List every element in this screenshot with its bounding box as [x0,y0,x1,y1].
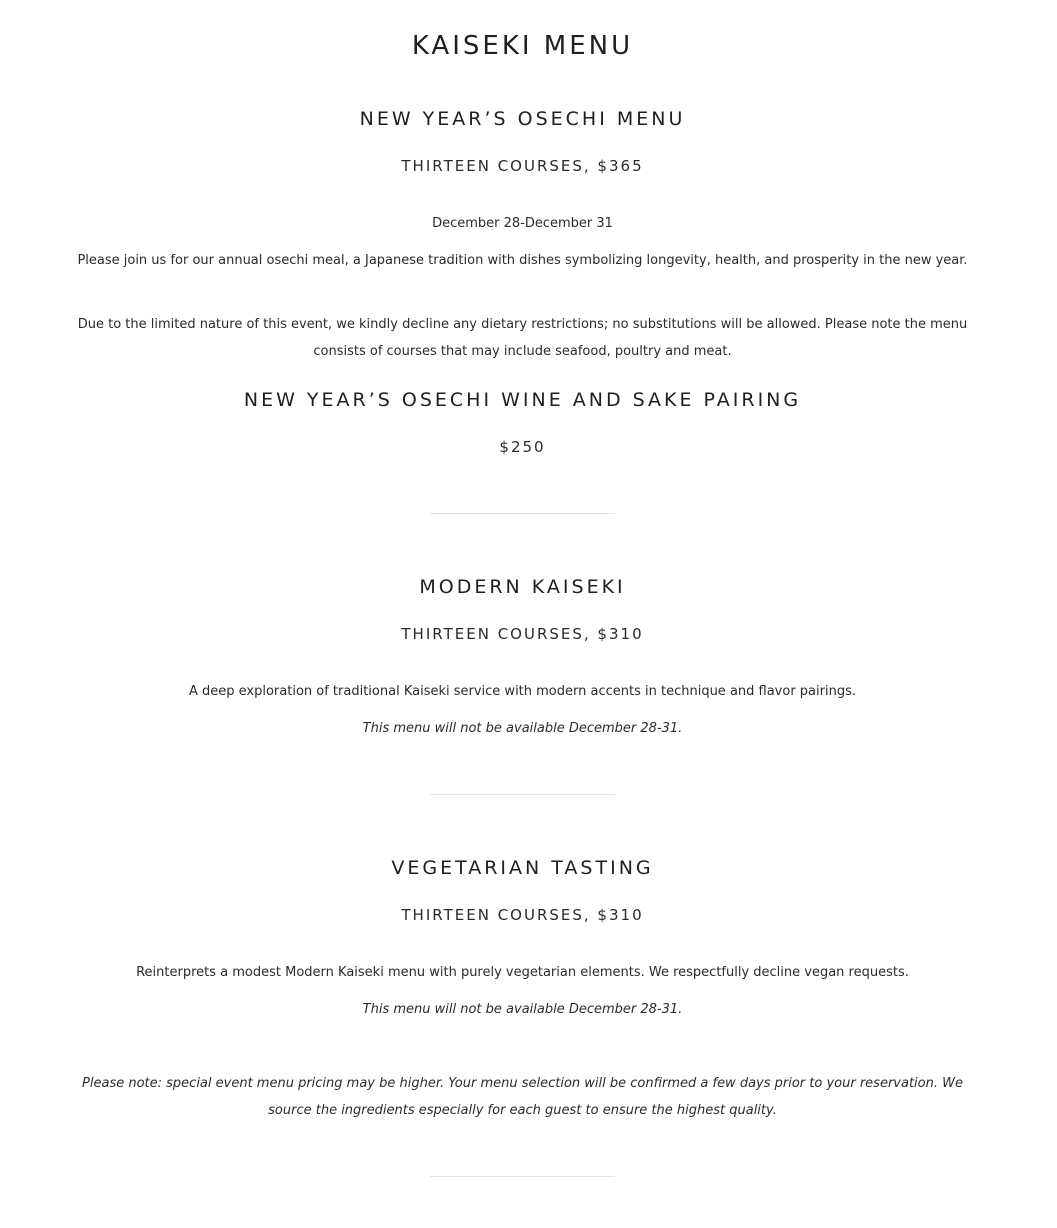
section-divider [430,794,615,795]
osechi-description: Please join us for our annual osechi meal, a Japanese tradition with dishes symbolizing longevity, health, and prosperity in the new year. [77,253,968,268]
modern-price: THIRTEEN COURSES, $310 [401,625,644,643]
modern-availability: This menu will not be available December 28-31. [362,721,683,736]
section-divider [430,1176,615,1177]
osechi-dates: December 28-December 31 [432,216,613,231]
osechi-title: NEW YEAR’S OSECHI MENU [359,108,686,130]
vegetarian-title: VEGETARIAN TASTING [391,857,654,879]
vegetarian-description: Reinterprets a modest Modern Kaiseki menu with purely vegetarian elements. We respectfully decline vegan requests. [136,965,909,980]
page-title: KAISEKI MENU [411,31,634,61]
modern-description: A deep exploration of traditional Kaiseki service with modern accents in technique and flavor pairings. [188,684,856,699]
osechi-price: THIRTEEN COURSES, $365 [401,157,644,175]
section-divider [430,513,615,514]
pairing-price: $250 [499,438,546,456]
vegetarian-availability: This menu will not be available December 28-31. [362,1002,683,1017]
pairing-title: NEW YEAR’S OSECHI WINE AND SAKE PAIRING [243,389,802,411]
vegetarian-price: THIRTEEN COURSES, $310 [401,906,644,924]
osechi-note: Due to the limited nature of this event, we kindly decline any dietary restrictions; no substitutions will be allowed. Please note the menu consists of courses that may include seafood, poultry and meat. [77,317,968,359]
footer-note: Please note: special event menu pricing may be higher. Your menu selection will be confirmed a few days prior to your reservation. We source the ingredients especially for each guest to ensure the highest quality. [82,1076,963,1118]
modern-title: MODERN KAISEKI [419,576,626,598]
